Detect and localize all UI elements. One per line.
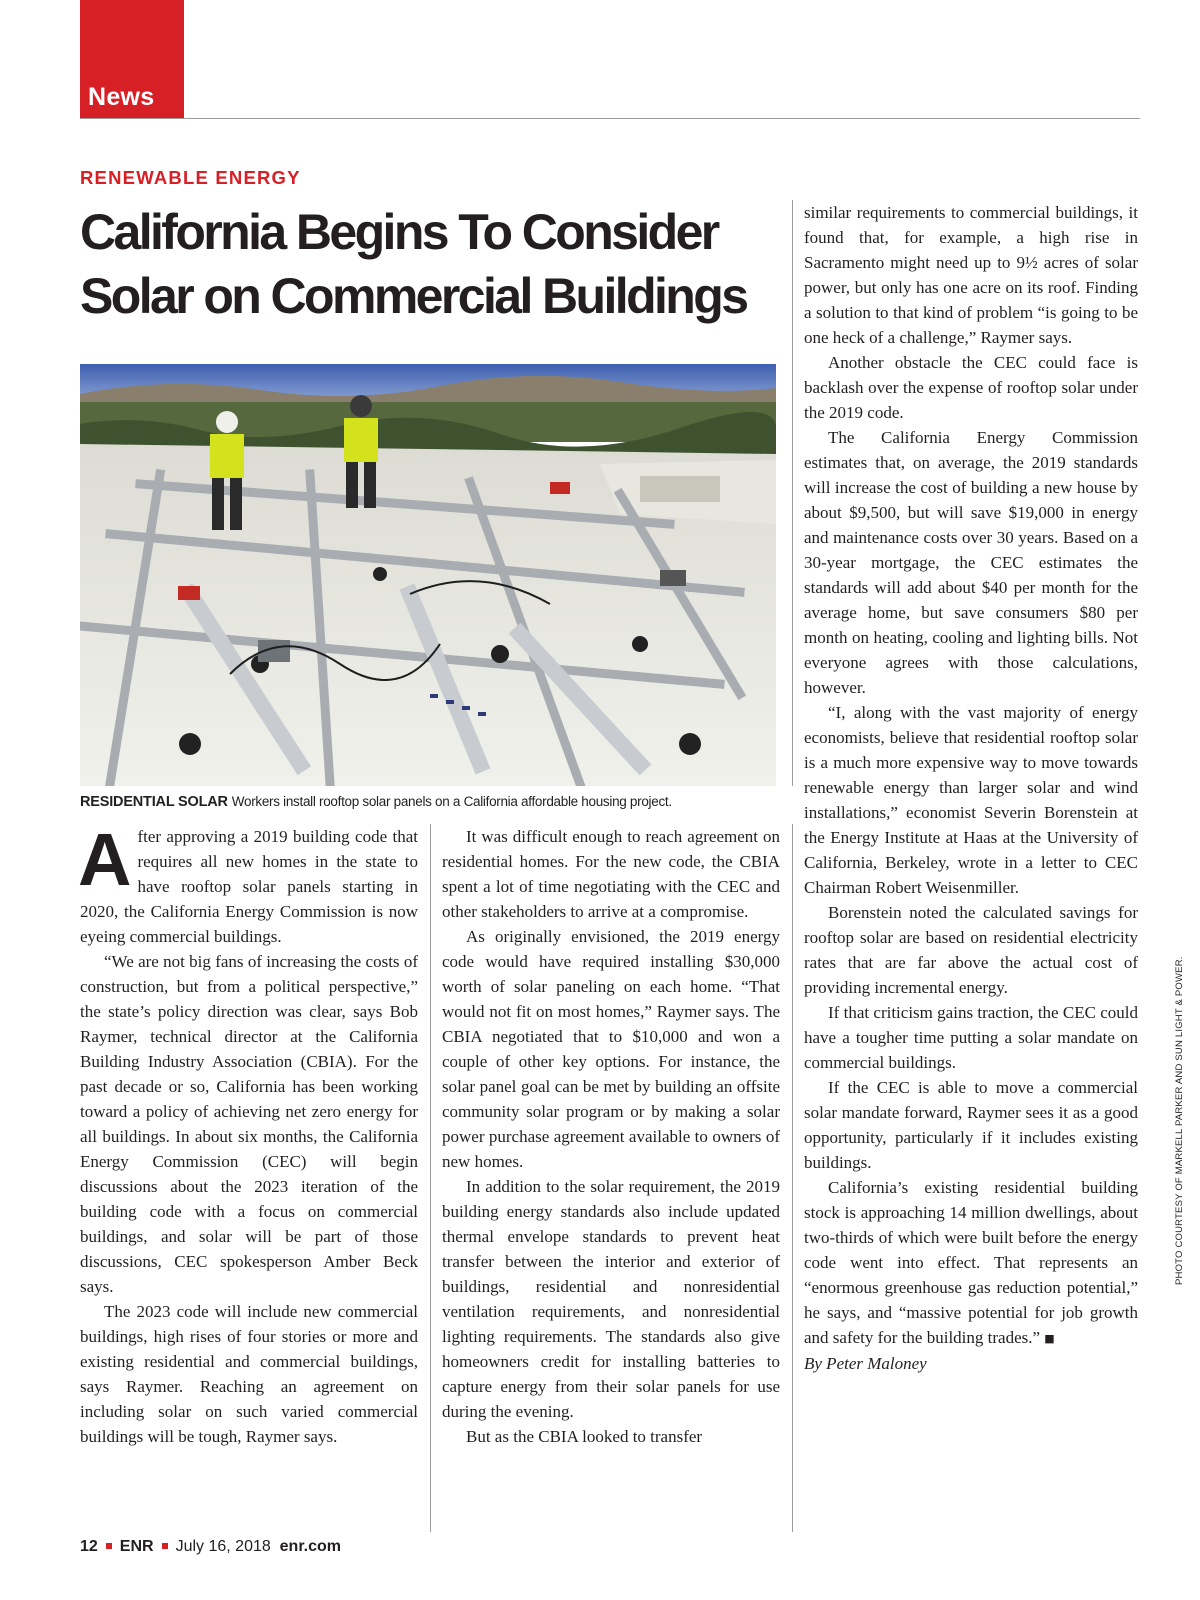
headline-line-1: California Begins To Consider xyxy=(80,204,718,260)
caption-head: RESIDENTIAL SOLAR xyxy=(80,794,228,810)
article-column-2 xyxy=(442,824,780,1449)
article-column-1 xyxy=(78,818,418,1449)
separator-square-icon xyxy=(106,1543,112,1549)
article-column-3 xyxy=(804,200,1138,1376)
drop-cap: A xyxy=(78,818,132,901)
end-mark: ■ xyxy=(1044,1332,1055,1345)
page-footer xyxy=(80,1538,341,1556)
article-paragraph: Borenstein noted the calculated savings for rooftop solar are based on residential electricity rates that are far above the actual cost of providing incremental energy. xyxy=(804,903,1138,997)
article-paragraph: “I, along with the vast majority of energy economists, believe that residential rooftop solar is a much more expensive way to move towards renewable energy than larger solar and wind installations,” economist Severin Borenstein at the Energy Institute at Haas at the University of California, Berkeley, wrote in a letter to CEC Chairman Robert Weisenmiller. xyxy=(804,703,1138,897)
byline: By Peter Maloney xyxy=(804,1354,927,1373)
photo-credit: PHOTO COURTESY OF MARKELL PARKER AND SUN LIGHT & POWER. xyxy=(1174,956,1185,1285)
column-rule-1 xyxy=(430,824,431,1532)
article-paragraph: After approving a 2019 building code that requires all new homes in the state to have rooftop solar panels starting in 2020, the California Energy Commission is now eyeing commercial buildings. xyxy=(78,818,418,946)
article-paragraph: If the CEC is able to move a commercial solar mandate forward, Raymer sees it as a good opportunity, particularly if it includes existing buildings. xyxy=(804,1078,1138,1172)
page-number: 12 xyxy=(80,1538,98,1555)
rooftop-solar-photo xyxy=(80,364,776,786)
separator-square-icon xyxy=(162,1543,168,1549)
section-tab-label: News xyxy=(88,83,155,111)
headline-line-2: Solar on Commercial Buildings xyxy=(80,268,747,324)
article-paragraph: It was difficult enough to reach agreement on residential homes. For the new code, the CBIA spent a lot of time negotiating with the CEC and other stakeholders to arrive at a compromise. xyxy=(442,827,780,921)
article-paragraph: But as the CBIA looked to transfer xyxy=(466,1427,703,1446)
article-paragraph: California’s existing residential building stock is approaching 14 million dwellings, about two-thirds of which were built before the energy code went into effect. That represents an “enormous greenhouse gas reduction potential,” he says, and “massive potential for job growth and safety for the building trades.” ■ xyxy=(804,1178,1138,1347)
headline xyxy=(80,200,780,328)
kicker: RENEWABLE ENERGY xyxy=(80,167,301,188)
photo-caption xyxy=(80,794,780,810)
column-rule-2 xyxy=(792,824,793,1532)
column-rule-top xyxy=(792,200,793,786)
article-paragraph: If that criticism gains traction, the CEC could have a tougher time putting a solar mandate on commercial buildings. xyxy=(804,1003,1138,1072)
article-paragraph: As originally envisioned, the 2019 energy code would have required installing $30,000 worth of solar paneling on each home. “That would not fit on most homes,” Raymer says. The CBIA negotiated that to $10,000 and won a couple of other key options. For instance, the solar panel goal can be met by building an offsite community solar program or by making a solar power purchase agreement available to owners of new homes. xyxy=(442,927,780,1171)
header-rule xyxy=(80,118,1140,119)
article-paragraph: Another obstacle the CEC could face is backlash over the expense of rooftop solar under the 2019 code. xyxy=(804,353,1138,422)
section-tab xyxy=(80,0,184,118)
article-paragraph: The California Energy Commission estimates that, on average, the 2019 standards will increase the cost of building a new house by about $9,500, but will save $19,000 in energy and maintenance costs over 30 years. Based on a 30-year mortgage, the CEC estimates the standards will add about $40 per month for the average home, but save consumers $80 per month on heating, cooling and lighting bills. Not everyone agrees with those calculations, however. xyxy=(804,428,1138,697)
magazine-name: ENR xyxy=(119,1538,154,1555)
issue-date: July 16, 2018 xyxy=(175,1538,271,1555)
article-paragraph: “We are not big fans of increasing the costs of construction, but from a political perspective,” the state’s policy direction was clear, says Bob Raymer, technical director at the California Building Industry Association (CBIA). For the past decade or so, California has been working toward a policy of achieving net zero energy for all buildings. In about six months, the California Energy Commission (CEC) will begin discussions about the 2023 iteration of the building code with a focus on commercial buildings, and solar will be part of those discussions, CEC spokesperson Amber Beck says. xyxy=(80,952,418,1296)
article-paragraph: The 2023 code will include new commercial buildings, high rises of four stories or more and existing residential and commercial buildings, says Raymer. Reaching an agreement on including solar on such varied commercial buildings will be tough, Raymer says. xyxy=(80,1302,418,1446)
article-paragraph: similar requirements to commercial buildings, it found that, for example, a high rise in Sacramento might need up to 9½ acres of solar power, but only has one acre on its roof. Finding a solution to that kind of problem “is going to be one heck of a challenge,” Raymer says. xyxy=(804,203,1138,347)
caption-text: Workers install rooftop solar panels on a California affordable housing project. xyxy=(231,794,672,809)
site-link[interactable]: enr.com xyxy=(279,1538,342,1555)
article-paragraph: In addition to the solar requirement, the 2019 building energy standards also include updated thermal envelope standards to prevent heat transfer between the interior and exterior of buildings, residential and nonresidential ventilation requirements, and nonresidential lighting requirements. The standards also give homeowners credit for installing batteries to capture energy from their solar panels for use during the evening. xyxy=(442,1177,780,1421)
